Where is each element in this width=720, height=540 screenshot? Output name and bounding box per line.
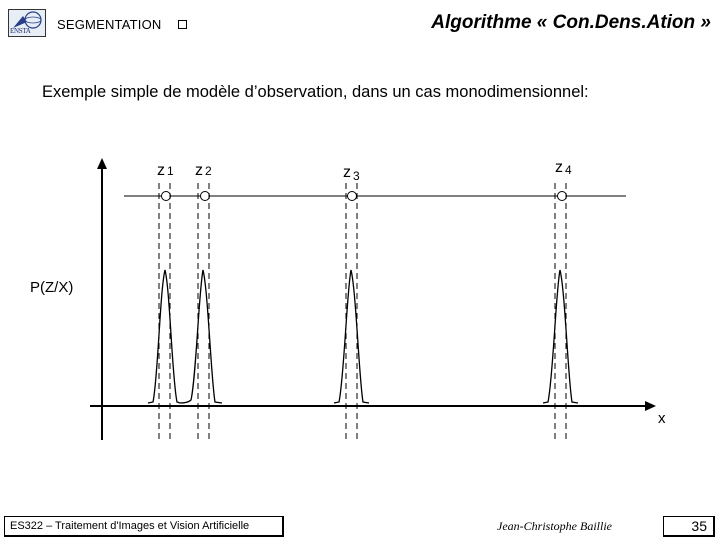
y-axis-arrow (97, 158, 107, 169)
likelihood-peak-z2 (180, 270, 222, 403)
footer-author: Jean-Christophe Baillie (497, 519, 612, 533)
observation-label-z3 (343, 164, 360, 183)
observation-circle-z1 (162, 192, 171, 201)
observation-circle-z4 (558, 192, 567, 201)
observation-index-z2: 2 (205, 164, 212, 178)
slide-title: Algorithme « Con.Dens.Ation » (431, 12, 711, 33)
observation-label-z2 (195, 162, 212, 179)
observation-circle-z2 (201, 192, 210, 201)
observation-letter-z2: z (195, 162, 203, 179)
observation-label-z1 (157, 162, 174, 179)
observation-circle-z3 (348, 192, 357, 201)
observation-letter-z3: z (343, 164, 351, 181)
x-axis-arrow (645, 401, 656, 411)
observation-letter-z4: z (555, 159, 563, 176)
footer-course: ES322 – Traitement d'Images et Vision Artificielle (4, 516, 284, 537)
slide-subtitle: Exemple simple de modèle d’observation, dans un cas monodimensionnel: (42, 83, 589, 101)
observation-index-z3: 3 (353, 169, 360, 183)
observation-index-z4: 4 (565, 163, 572, 177)
y-axis-label: P(Z/X) (30, 279, 74, 296)
page-number: 35 (663, 516, 715, 537)
observation-label-z4 (555, 159, 572, 177)
likelihood-peak-z1 (148, 270, 180, 403)
logo-text: ENSTA (10, 27, 31, 35)
likelihood-peak-z4 (543, 270, 578, 403)
observation-letter-z1: z (157, 162, 165, 179)
observation-index-z1: 1 (167, 164, 174, 178)
x-axis-label: x (658, 410, 666, 427)
likelihood-peak-z3 (334, 270, 369, 403)
section-label: SEGMENTATION (57, 17, 162, 32)
